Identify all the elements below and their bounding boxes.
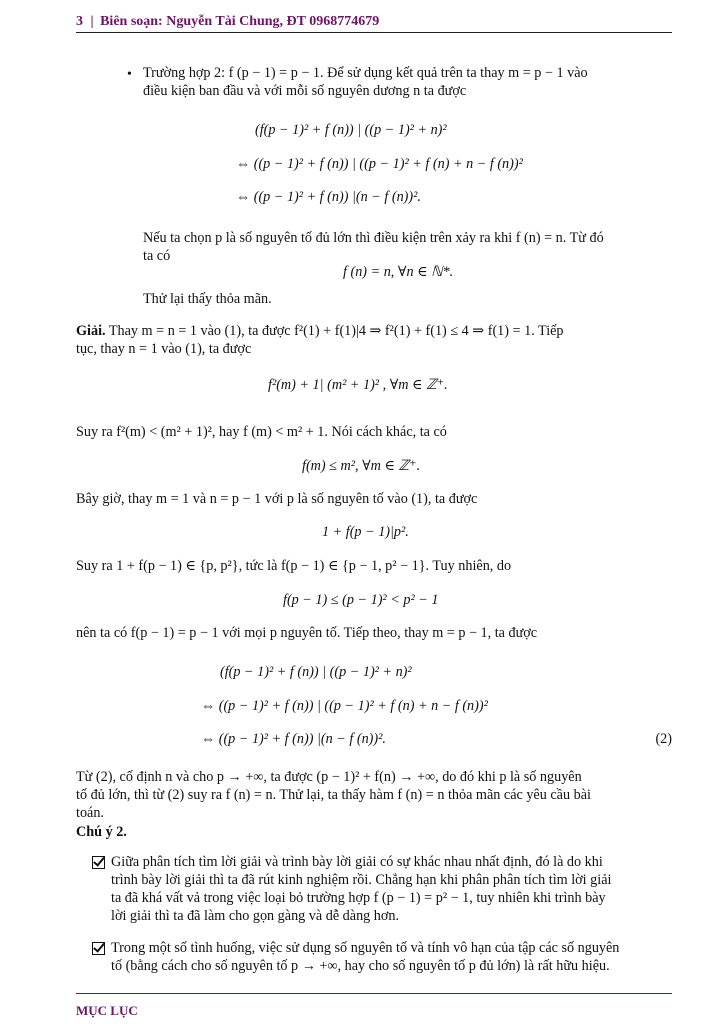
note-item2 [111,939,673,975]
solution-eq-e1: (f(p − 1)² + f (n)) | ((p − 1)² + n)² [220,664,412,680]
solution-eq-c: 1 + f(p − 1)|p². [322,524,409,540]
case2-conclude2: ta có [143,248,171,264]
note-item1-line: ta đã khá vất vả trong việc loại bỏ trường hợp f (p − 1) = p² − 1, tuy nhiên khi trình bày [111,890,606,906]
solution-p6c: toán. [76,805,104,821]
case2-eq1: (f(p − 1)² + f (n)) | ((p − 1)² + n)² [255,122,447,138]
solution-eq-b: f(m) ≤ m², ∀m ∈ ℤ⁺. [302,458,421,474]
solution-eq-d: f(p − 1) ≤ (p − 1)² < p² − 1 [283,592,439,608]
checkbox-icon [92,942,105,955]
note-item1-line: Giữa phân tích tìm lời giải và trình bày lời giải có sự khác nhau nhất định, đó là do khi [111,854,603,870]
note-title: Chú ý 2. [76,824,127,840]
solution-label: Giải. [76,323,106,339]
case2-line2: điều kiện ban đầu và với mỗi số nguyên dương n ta được [143,83,467,99]
case2-check: Thử lại thấy thỏa mãn. [143,291,272,307]
checkbox-icon [92,856,105,869]
case2-line1: Trường hợp 2: f (p − 1) = p − 1. Để sử dụng kết quả trên ta thay m = p − 1 vào [143,65,588,81]
header-rule [76,32,672,33]
bullet-dot: • [127,67,132,82]
case2-conclude1: Nếu ta chọn p là số nguyên tố đủ lớn thì điều kiện trên xảy ra khi f (n) = n. Từ đó [143,230,604,246]
case2-eq3: ⇔ ((p − 1)² + f (n)) |(n − f (n))². [236,189,421,205]
solution-p4: Suy ra 1 + f(p − 1) ∈ {p, p²}, tức là f(p − 1) ∈ {p − 1, p² − 1}. Tuy nhiên, do [76,558,512,574]
solution-p1a [76,322,673,340]
solution-p3: Bây giờ, thay m = 1 và n = p − 1 với p là số nguyên tố vào (1), ta được [76,491,478,507]
note-item1-line: lời giải thì ta đã làm cho gọn gàng và dễ dàng hơn. [111,908,400,924]
solution-p5: nên ta có f(p − 1) = p − 1 với mọi p nguyên tố. Tiếp theo, thay m = p − 1, ta được [76,625,538,641]
note-item1-line: trình bày lời giải thì ta đã rút kinh nghiệm rồi. Chẳng hạn khi phân phân tích tìm lời giải [111,872,612,888]
solution-p2: Suy ra f²(m) < (m² + 1)², hay f (m) < m² + 1. Nói cách khác, ta có [76,424,447,440]
header-separator: | [90,14,94,29]
solution-eq-e3: ⇔ ((p − 1)² + f (n)) |(n − f (n))². [201,731,386,747]
note-item1 [111,853,673,925]
solution-p6b: tố đủ lớn, thì từ (2) suy ra f (n) = n. Thử lại, ta thấy hàm f (n) = n thỏa mãn các yêu cầu bài [76,787,591,803]
author-line: Biên soạn: Nguyễn Tài Chung, ĐT 0968774679 [100,14,380,29]
footer-toc-link[interactable]: MỤC LỤC [76,1003,138,1018]
solution-eq-e2: ⇔ ((p − 1)² + f (n)) | ((p − 1)² + f (n) + n − f (n))² [201,698,488,714]
equation-tag-2: (2) [655,731,672,747]
footer-rule [76,993,672,994]
page-header [76,13,672,33]
solution-eq-a: f²(m) + 1| (m² + 1)² , ∀m ∈ ℤ⁺. [268,377,448,393]
case2-eq2: ⇔ ((p − 1)² + f (n)) | ((p − 1)² + f (n) + n − f (n))² [236,156,523,172]
note-item2-line: tố (bằng cách cho số nguyên tố p → +∞, hay cho số nguyên tố p đủ lớn) là rất hữu hiệu. [111,958,610,974]
case2-result: f (n) = n, ∀n ∈ ℕ*. [343,264,454,280]
note-item2-line: Trong một số tình huống, việc sử dụng số nguyên tố và tính vô hạn của tập các số nguyên [111,940,620,956]
solution-p1a-text: Thay m = n = 1 vào (1), ta được f²(1) + f(1)|4 ⇒ f²(1) + f(1) ≤ 4 ⇒ f(1) = 1. Tiếp [108,323,564,339]
solution-p6a: Từ (2), cố định n và cho p → +∞, ta được (p − 1)² + f(n) → +∞, do đó khi p là số nguyên [76,769,582,785]
solution-p1b: tục, thay n = 1 vào (1), ta được [76,341,252,357]
page-number: 3 [76,14,83,29]
